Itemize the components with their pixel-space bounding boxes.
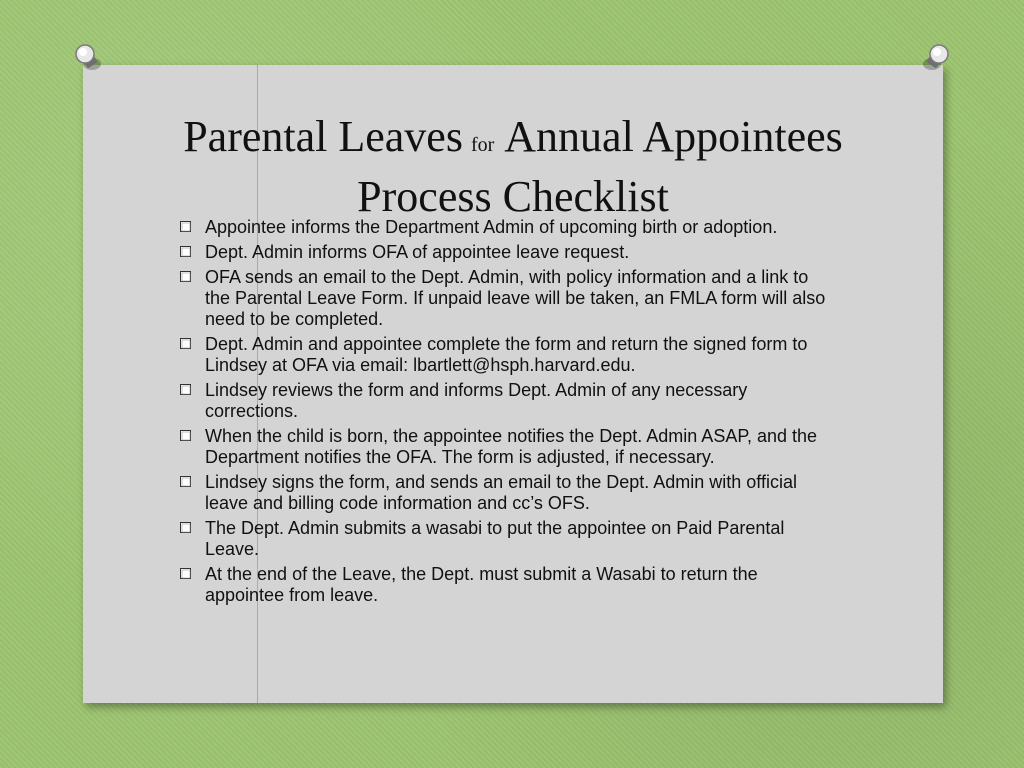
- checkbox-icon: [180, 430, 191, 441]
- checklist-item: [178, 217, 838, 238]
- title-part-2: Annual Appointees: [504, 112, 843, 161]
- checklist-item-text: The Dept. Admin submits a wasabi to put the appointee on Paid Parental Leave.: [205, 518, 785, 559]
- checkbox-icon: [180, 271, 191, 282]
- checklist-item-text: When the child is born, the appointee notifies the Dept. Admin ASAP, and the Department notifies the OFA. The form is adjusted, if necessary.: [205, 426, 818, 467]
- checklist-item-text: OFA sends an email to the Dept. Admin, with policy information and a link to the Parental Leave Form. If unpaid leave will be taken, an FMLA form will also need to be completed.: [205, 267, 826, 329]
- title-line-2: Process Checklist: [357, 172, 669, 221]
- slide-title: [83, 111, 943, 223]
- title-line-1: [83, 111, 943, 171]
- checkbox-icon: [180, 568, 191, 579]
- checkbox-icon: [180, 522, 191, 533]
- checklist-item: [178, 242, 838, 263]
- checklist-item: [178, 380, 838, 422]
- pushpin-icon: [72, 42, 106, 76]
- title-connector: for: [470, 134, 495, 156]
- checklist-item-text: Dept. Admin informs OFA of appointee leave request.: [205, 242, 630, 262]
- checkbox-icon: [180, 338, 191, 349]
- checklist-item-text: Appointee informs the Department Admin of upcoming birth or adoption.: [205, 217, 778, 237]
- slide-paper: [83, 65, 943, 703]
- checklist-item: [178, 334, 838, 376]
- checkbox-icon: [180, 476, 191, 487]
- checklist-item: [178, 472, 838, 514]
- checklist-item-text: At the end of the Leave, the Dept. must submit a Wasabi to return the appointee from leave.: [205, 564, 758, 605]
- checklist-item: [178, 564, 838, 606]
- checklist-item: [178, 426, 838, 468]
- title-part-1: Parental Leaves: [183, 112, 463, 161]
- checklist-item-text: Dept. Admin and appointee complete the form and return the signed form to Lindsey at OFA via email: lbartlett@hsph.harvard.edu.: [205, 334, 808, 375]
- pushpin-icon: [918, 42, 952, 76]
- checklist-item: [178, 267, 838, 330]
- checkbox-icon: [180, 384, 191, 395]
- checklist-item-text: Lindsey signs the form, and sends an email to the Dept. Admin with official leave and billing code information and cc’s OFS.: [205, 472, 797, 513]
- checkbox-icon: [180, 221, 191, 232]
- checklist: [178, 217, 838, 610]
- checklist-item-text: Lindsey reviews the form and informs Dept. Admin of any necessary corrections.: [205, 380, 748, 421]
- checklist-item: [178, 518, 838, 560]
- checkbox-icon: [180, 246, 191, 257]
